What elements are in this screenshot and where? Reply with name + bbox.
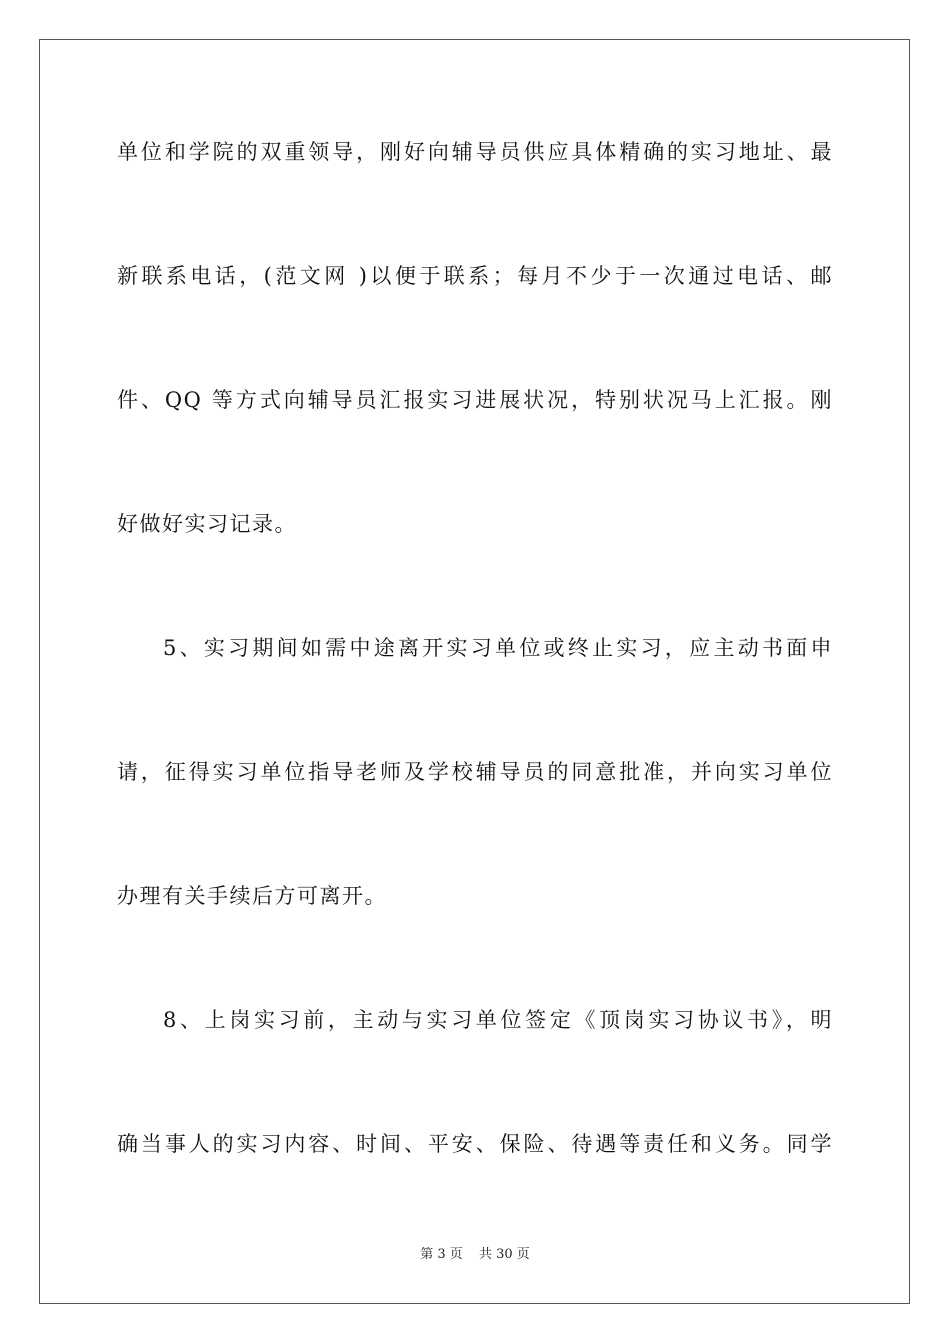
total-pages: 共 30 页 xyxy=(478,1247,530,1262)
text-line: 5、实习期间如需中途离开实习单位或终止实习，应主动书面申 xyxy=(163,636,833,660)
page-frame xyxy=(39,39,910,1304)
text-line: 办理有关手续后方可离开。 xyxy=(117,884,387,908)
text-line: 新联系电话，(范文网 )以便于联系；每月不少于一次通过电话、邮 xyxy=(117,264,833,288)
page-footer xyxy=(0,1246,950,1264)
text-line: 8、上岗实习前，主动与实习单位签定《顶岗实习协议书》，明 xyxy=(163,1008,833,1032)
text-line: 单位和学院的双重领导，刚好向辅导员供应具体精确的实习地址、最 xyxy=(117,140,833,164)
text-line: 确当事人的实习内容、时间、平安、保险、待遇等责任和义务。同学 xyxy=(117,1132,833,1156)
text-line: 件、QQ 等方式向辅导员汇报实习进展状况，特别状况马上汇报。刚 xyxy=(117,388,833,412)
page-number: 第 3 页 xyxy=(420,1247,463,1262)
text-line: 请，征得实习单位指导老师及学校辅导员的同意批准，并向实习单位 xyxy=(117,760,833,784)
text-line: 好做好实习记录。 xyxy=(117,512,297,536)
